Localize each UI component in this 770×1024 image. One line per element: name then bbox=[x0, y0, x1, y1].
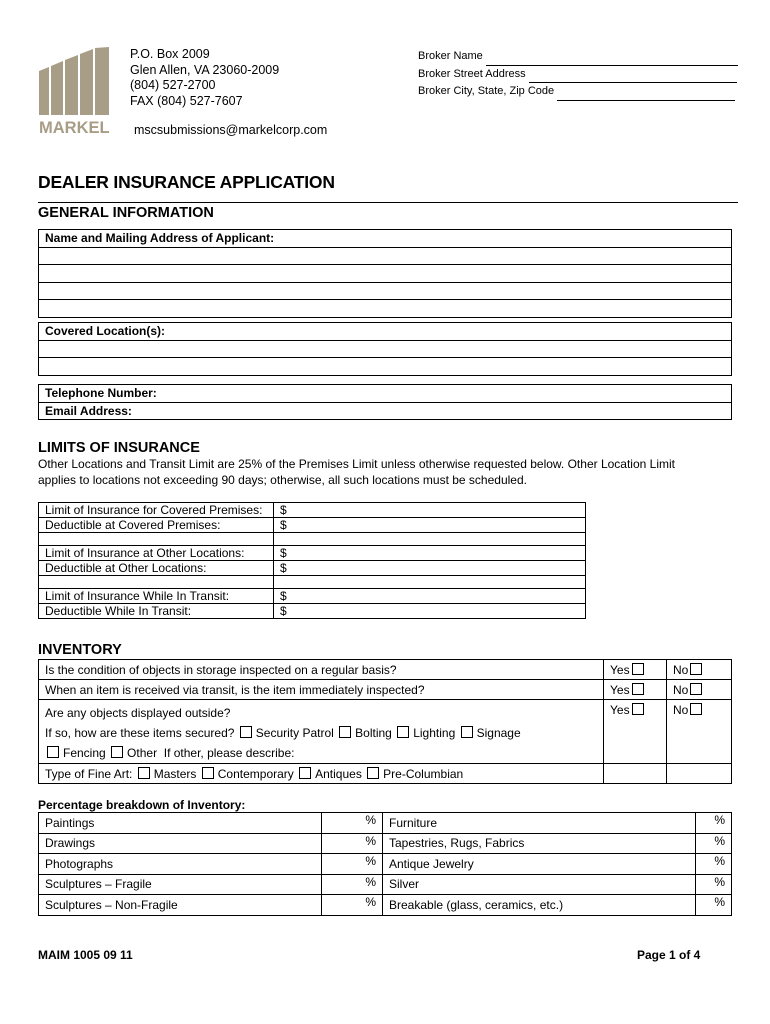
percent-field[interactable]: % bbox=[322, 854, 383, 875]
limit-label: Limit of Insurance While In Transit: bbox=[39, 589, 274, 604]
yes-checkbox[interactable] bbox=[632, 663, 644, 675]
no-label: No bbox=[673, 703, 689, 717]
limit-amount-field[interactable]: $ bbox=[274, 503, 586, 518]
contemporary-checkbox[interactable] bbox=[202, 767, 214, 779]
covered-location-line[interactable] bbox=[39, 358, 732, 376]
category-label: Breakable (glass, ceramics, etc.) bbox=[383, 895, 696, 916]
contact-table bbox=[38, 384, 732, 420]
covered-location-line[interactable] bbox=[39, 340, 732, 358]
email-field[interactable]: Email Address: bbox=[39, 402, 732, 420]
broker-name-field[interactable] bbox=[486, 54, 738, 66]
yes-checkbox[interactable] bbox=[632, 683, 644, 695]
yes-label: Yes bbox=[610, 682, 630, 697]
security-patrol-checkbox[interactable] bbox=[240, 726, 252, 738]
limit-amount-field[interactable]: $ bbox=[274, 604, 586, 619]
percentage-table bbox=[38, 812, 732, 916]
antiques-checkbox[interactable] bbox=[299, 767, 311, 779]
percent-field[interactable]: % bbox=[696, 874, 732, 895]
applicant-table bbox=[38, 229, 732, 318]
applicant-line[interactable] bbox=[39, 247, 732, 265]
no-checkbox[interactable] bbox=[690, 663, 702, 675]
applicant-name-label: Name and Mailing Address of Applicant: bbox=[39, 230, 732, 248]
applicant-line[interactable] bbox=[39, 300, 732, 318]
masters-checkbox[interactable] bbox=[138, 767, 150, 779]
company-email: mscsubmissions@markelcorp.com bbox=[134, 123, 328, 137]
no-label: No bbox=[673, 682, 689, 697]
limits-note-line: applies to locations not exceeding 90 days; otherwise, all such locations must be scheduled. bbox=[38, 472, 527, 487]
option-label: Other bbox=[127, 746, 158, 760]
markel-logo bbox=[37, 47, 115, 139]
broker-street-label: Broker Street Address bbox=[418, 67, 526, 80]
svg-text:MARKEL: MARKEL bbox=[39, 119, 110, 137]
limit-label: Deductible While In Transit: bbox=[39, 604, 274, 619]
broker-city-field[interactable] bbox=[557, 89, 735, 101]
form-id: MAIM 1005 09 11 bbox=[38, 948, 133, 962]
fine-art-row bbox=[39, 764, 604, 784]
yes-checkbox[interactable] bbox=[632, 703, 644, 715]
option-label: Contemporary bbox=[217, 766, 294, 781]
divider bbox=[38, 202, 738, 203]
general-info-heading: GENERAL INFORMATION bbox=[38, 205, 214, 221]
yes-label: Yes bbox=[610, 703, 630, 717]
category-label: Drawings bbox=[39, 833, 322, 854]
pre-columbian-checkbox[interactable] bbox=[367, 767, 379, 779]
address-line: FAX (804) 527-7607 bbox=[130, 93, 243, 108]
inventory-table bbox=[38, 659, 732, 784]
percent-field[interactable]: % bbox=[322, 895, 383, 916]
bolting-checkbox[interactable] bbox=[339, 726, 351, 738]
no-checkbox[interactable] bbox=[690, 683, 702, 695]
option-label: Security Patrol bbox=[255, 726, 334, 740]
percent-field[interactable]: % bbox=[322, 813, 383, 834]
broker-street-field[interactable] bbox=[529, 71, 737, 83]
option-label: Signage bbox=[476, 726, 521, 740]
percent-field[interactable]: % bbox=[696, 854, 732, 875]
covered-location-label: Covered Location(s): bbox=[39, 323, 732, 341]
limits-heading: LIMITS OF INSURANCE bbox=[38, 440, 200, 456]
option-label: Masters bbox=[153, 766, 197, 781]
inventory-question: Are any objects displayed outside? bbox=[45, 706, 231, 720]
percent-field[interactable]: % bbox=[696, 895, 732, 916]
applicant-line[interactable] bbox=[39, 265, 732, 283]
address-line: P.O. Box 2009 bbox=[130, 47, 210, 61]
limits-table bbox=[38, 502, 586, 619]
option-label: Lighting bbox=[413, 726, 456, 740]
option-label: Fencing bbox=[63, 746, 106, 760]
company-address bbox=[130, 47, 279, 109]
category-label: Sculptures – Non-Fragile bbox=[39, 895, 322, 916]
fencing-checkbox[interactable] bbox=[47, 746, 59, 758]
category-label: Furniture bbox=[383, 813, 696, 834]
display-question-cell bbox=[39, 700, 604, 764]
covered-location-table bbox=[38, 322, 732, 376]
no-checkbox[interactable] bbox=[690, 703, 702, 715]
other-describe-label: If other, please describe: bbox=[163, 746, 295, 760]
option-label: Pre-Columbian bbox=[383, 766, 464, 781]
page-title: DEALER INSURANCE APPLICATION bbox=[38, 172, 335, 192]
category-label: Tapestries, Rugs, Fabrics bbox=[383, 833, 696, 854]
category-label: Silver bbox=[383, 874, 696, 895]
percentage-heading: Percentage breakdown of Inventory: bbox=[38, 798, 246, 812]
fine-art-label: Type of Fine Art: bbox=[45, 766, 133, 781]
address-line: Glen Allen, VA 23060-2009 bbox=[130, 62, 280, 77]
percent-field[interactable]: % bbox=[322, 874, 383, 895]
limit-label: Deductible at Other Locations: bbox=[39, 561, 274, 576]
percent-field[interactable]: % bbox=[696, 833, 732, 854]
other-checkbox[interactable] bbox=[111, 746, 123, 758]
inventory-question: Is the condition of objects in storage inspected on a regular basis? bbox=[39, 660, 604, 680]
signage-checkbox[interactable] bbox=[461, 726, 473, 738]
limit-label: Limit of Insurance for Covered Premises: bbox=[39, 503, 274, 518]
lighting-checkbox[interactable] bbox=[397, 726, 409, 738]
yes-label: Yes bbox=[610, 662, 630, 677]
page-number: Page 1 of 4 bbox=[637, 948, 701, 962]
inventory-heading: INVENTORY bbox=[38, 642, 122, 658]
address-line: (804) 527-2700 bbox=[130, 78, 216, 92]
percent-field[interactable]: % bbox=[696, 813, 732, 834]
broker-fields bbox=[418, 48, 738, 101]
limit-label: Limit of Insurance at Other Locations: bbox=[39, 546, 274, 561]
limit-amount-field[interactable]: $ bbox=[274, 518, 586, 533]
no-label: No bbox=[673, 662, 689, 677]
secured-question: If so, how are these items secured? bbox=[45, 726, 235, 740]
broker-city-label: Broker City, State, Zip Code bbox=[418, 85, 555, 97]
category-label: Photographs bbox=[39, 854, 322, 875]
percent-field[interactable]: % bbox=[322, 833, 383, 854]
option-label: Antiques bbox=[315, 766, 362, 781]
limit-label: Deductible at Covered Premises: bbox=[39, 518, 274, 533]
limit-amount-field[interactable]: $ bbox=[274, 561, 586, 576]
limits-note bbox=[38, 457, 738, 488]
category-label: Paintings bbox=[39, 813, 322, 834]
telephone-field[interactable]: Telephone Number: bbox=[39, 385, 732, 403]
category-label: Antique Jewelry bbox=[383, 854, 696, 875]
option-label: Bolting bbox=[355, 726, 392, 740]
limit-amount-field[interactable]: $ bbox=[274, 546, 586, 561]
category-label: Sculptures – Fragile bbox=[39, 874, 322, 895]
broker-name-label: Broker Name bbox=[418, 50, 483, 62]
limit-amount-field[interactable]: $ bbox=[274, 589, 586, 604]
inventory-question: When an item is received via transit, is the item immediately inspected? bbox=[39, 680, 604, 700]
limits-note-line: Other Locations and Transit Limit are 25% of the Premises Limit unless otherwise requested below. Other Location Limit bbox=[38, 457, 675, 471]
applicant-line[interactable] bbox=[39, 282, 732, 300]
